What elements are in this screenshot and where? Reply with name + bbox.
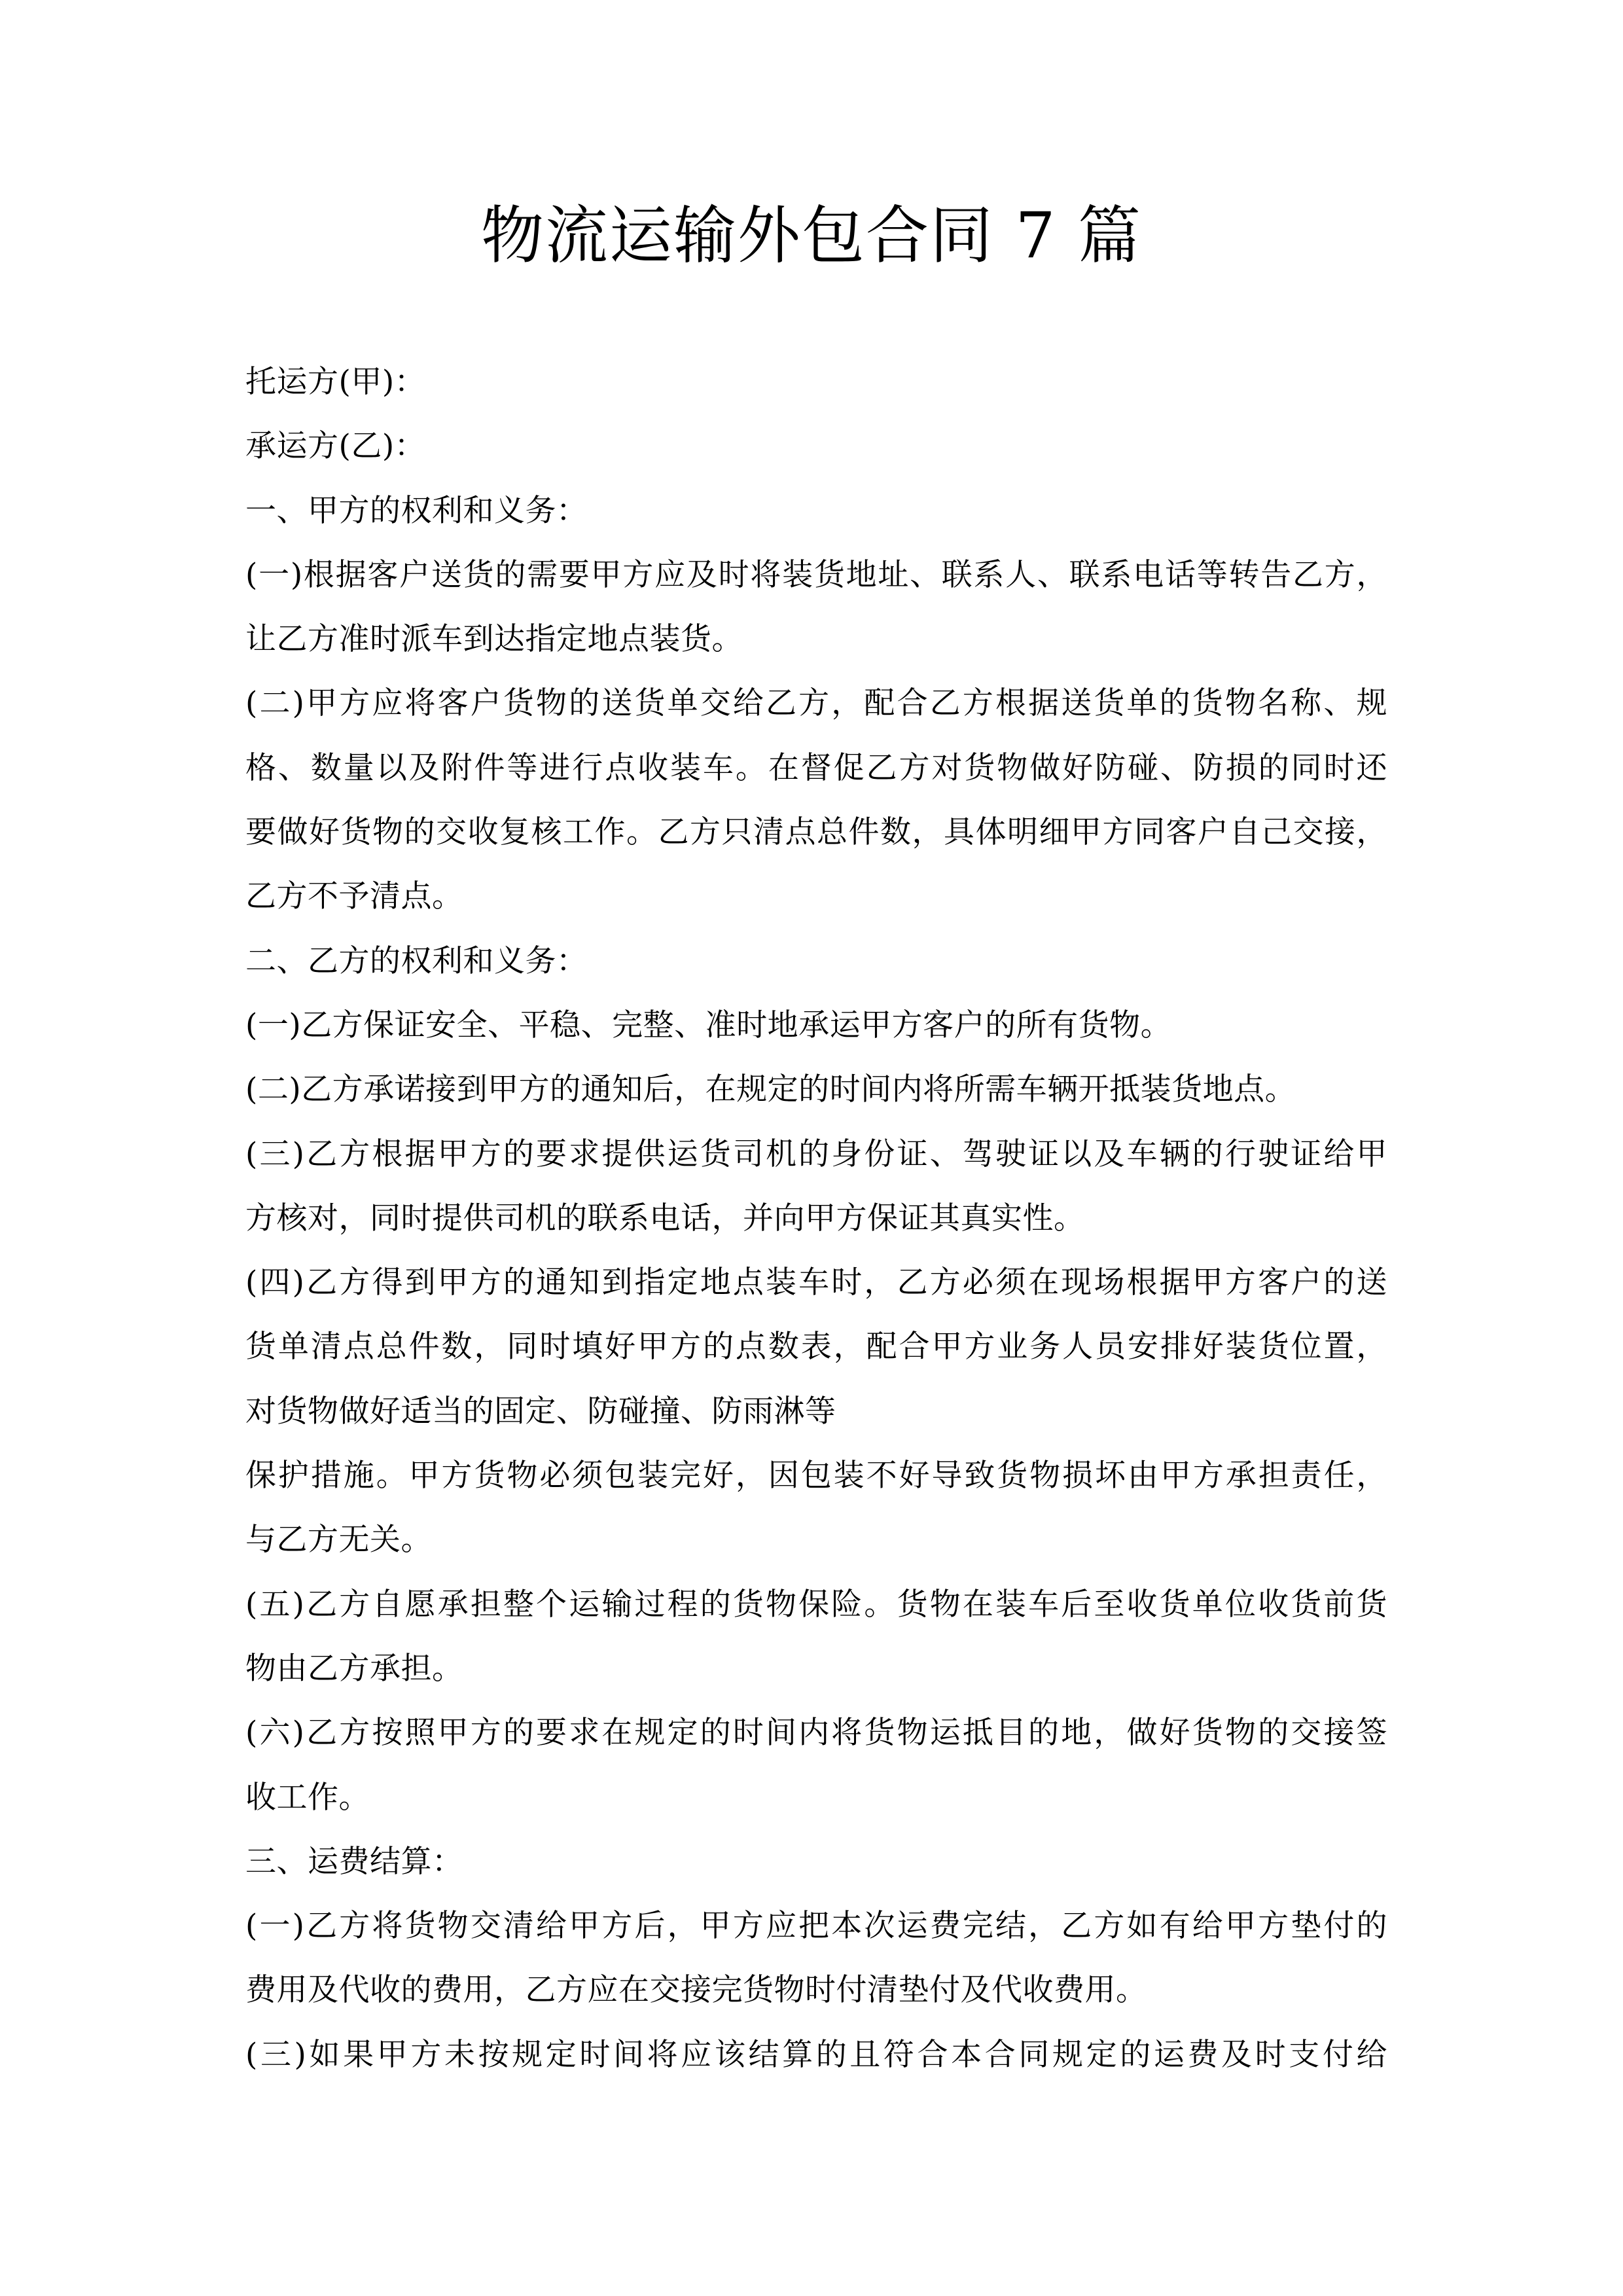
paragraph-line: (四)乙方得到甲方的通知到指定地点装车时，乙方必须在现场根据甲方客户的送 xyxy=(245,1265,1387,1301)
paragraph-line: 二、乙方的权利和义务： xyxy=(245,942,588,979)
paragraph-line: (一)根据客户送货的需要甲方应及时将装货地址、联系人、联系电话等转告乙方， xyxy=(245,556,1387,593)
document-body xyxy=(245,350,1387,2087)
paragraph-line: (三)如果甲方未按规定时间将应该结算的且符合本合同规定的运费及时支付给 xyxy=(245,2036,1387,2073)
document-title: 物流运输外包合同 7 篇 xyxy=(480,199,1143,272)
paragraph-line: 与乙方无关。 xyxy=(245,1522,432,1558)
paragraph-line: (三)乙方根据甲方的要求提供运货司机的身份证、驾驶证以及车辆的行驶证给甲 xyxy=(245,1136,1387,1172)
paragraph-line: 收工作。 xyxy=(245,1779,370,1816)
paragraph-line: 托运方(甲)： xyxy=(245,364,426,400)
paragraph-line: (二)乙方承诺接到甲方的通知后，在规定的时间内将所需车辆开抵装货地点。 xyxy=(245,1071,1296,1108)
paragraph-line: 保护措施。甲方货物必须包装完好，因包装不好导致货物损坏由甲方承担责任， xyxy=(245,1458,1387,1494)
paragraph-line: 方核对，同时提供司机的联系电话，并向甲方保证其真实性。 xyxy=(245,1200,1085,1236)
paragraph-line: 货单清点总件数，同时填好甲方的点数表，配合甲方业务人员安排好装货位置， xyxy=(245,1329,1387,1365)
paragraph-line: (一)乙方将货物交清给甲方后，甲方应把本次运费完结，乙方如有给甲方垫付的 xyxy=(245,1908,1387,1945)
paragraph-line: 乙方不予清点。 xyxy=(245,878,463,915)
paragraph-line: (一)乙方保证安全、平稳、完整、准时地承运甲方客户的所有货物。 xyxy=(245,1007,1172,1043)
paragraph-line: 费用及代收的费用，乙方应在交接完货物时付清垫付及代收费用。 xyxy=(245,1972,1147,2009)
paragraph-line: (二)甲方应将客户货物的送货单交给乙方，配合乙方根据送货单的货物名称、规 xyxy=(245,685,1387,722)
paragraph-line: 承运方(乙)： xyxy=(245,428,426,465)
paragraph-line: (五)乙方自愿承担整个运输过程的货物保险。货物在装车后至收货单位收货前货 xyxy=(245,1586,1387,1623)
paragraph-line: 让乙方准时派车到达指定地点装货。 xyxy=(245,621,743,658)
paragraph-line: 三、运费结算： xyxy=(245,1843,463,1880)
paragraph-line: 一、甲方的权利和义务： xyxy=(245,492,588,529)
paragraph-line: 物由乙方承担。 xyxy=(245,1650,463,1687)
paragraph-line: 要做好货物的交收复核工作。乙方只清点总件数，具体明细甲方同客户自己交接， xyxy=(245,814,1387,851)
paragraph-line: 对货物做好适当的固定、防碰撞、防雨淋等 xyxy=(245,1393,836,1429)
paragraph-line: 格、数量以及附件等进行点收装车。在督促乙方对货物做好防碰、防损的同时还 xyxy=(245,749,1387,786)
paragraph-line: (六)乙方按照甲方的要求在规定的时间内将货物运抵目的地，做好货物的交接签 xyxy=(245,1715,1387,1751)
